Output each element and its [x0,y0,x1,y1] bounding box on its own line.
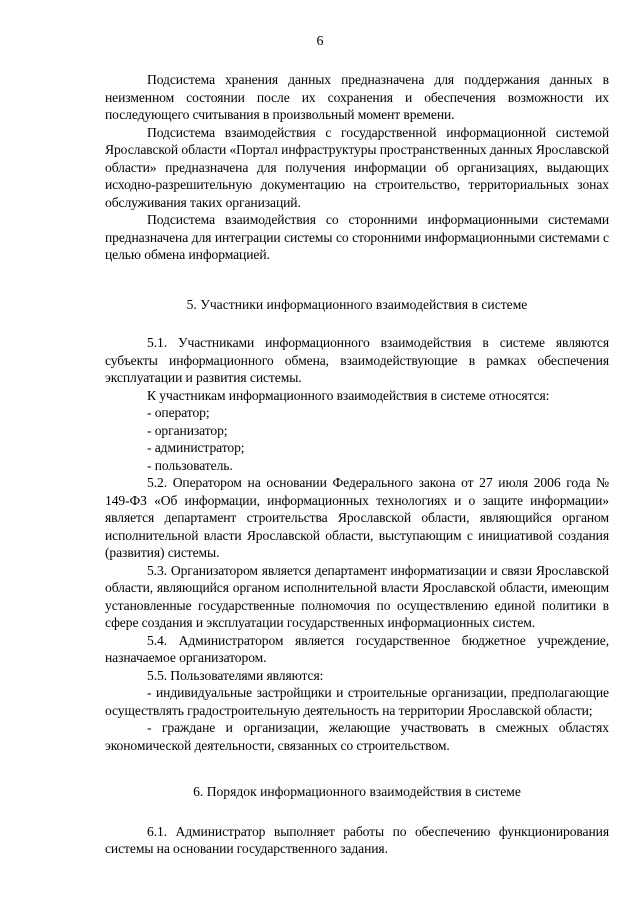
paragraph-participants-intro: К участникам информационного взаимодействия в системе относятся: [147,387,550,403]
section-5-heading: 5. Участники информационного взаимодействия в системе [186,296,528,312]
paragraph-5-5: 5.5. Пользователями являются: [147,667,324,683]
page-number: 6 [316,34,324,49]
paragraph-5-3: 5.3. Организатором является департамент информатизации и связи Ярославской области, являющийся органом исполнительной власти Ярославской области, имеющим установленные государственные полномочия по осуществлению единой политики в сфере создания и эксплуатации государственных информационных систем. [105,562,609,630]
list-item-developers: - индивидуальные застройщики и строительные организации, предполагающие осуществлять градостроительную деятельность на территории Ярославской области; [105,685,609,718]
paragraph-5-4: 5.4. Администратором является государственное бюджетное учреждение, назначаемое организатором. [105,632,609,665]
paragraph-5-1: 5.1. Участниками информационного взаимодействия в системе являются субъекты информационного обмена, взаимодействующие в рамках обеспечения эксплуатации и развития системы. [105,335,609,385]
paragraph-data-storage: Подсистема хранения данных предназначена для поддержания данных в неизменном состоянии после их сохранения и обеспечения возможности их последующего считывания в произвольный момент времени. [105,72,609,122]
list-item-organizer: - организатор; [147,422,228,438]
paragraph-third-party-subsystem: Подсистема взаимодействия со сторонними информационными системами предназначена для интеграции системы со сторонними информационными системами с целью обмена информацией. [105,212,609,262]
section-6-heading: 6. Порядок информационного взаимодействия в системе [193,784,521,799]
document-body [105,71,609,858]
list-item-operator: - оператор; [147,405,210,420]
list-item-citizens: - граждане и организации, желающие участвовать в смежных областях экономической деятельности, связанных со строительством. [105,720,609,753]
list-item-user: - пользователь. [147,457,233,473]
paragraph-portal-subsystem: Подсистема взаимодействия с государственной информационной системой Ярославской области «Портал инфраструктуры пространственных данных Ярославской области» предназначена для получения информации об организациях, выдающих исходно-разрешительную документацию на строительство, территориальных зонах обслуживания таких организаций. [105,124,609,210]
list-item-administrator: - администратор; [147,440,245,455]
paragraph-5-2: 5.2. Оператором на основании Федерального закона от 27 июля 2006 года № 149-ФЗ «Об информации, информационных технологиях и о защите информации» является департамент строительства Ярославской области, являющийся органом исполнительной власти Ярославской области, выступающим с инициативой создания (развития) системы. [105,475,609,560]
paragraph-6-1: 6.1. Администратор выполняет работы по обеспечению функционирования системы на основании государственного задания. [105,823,609,856]
